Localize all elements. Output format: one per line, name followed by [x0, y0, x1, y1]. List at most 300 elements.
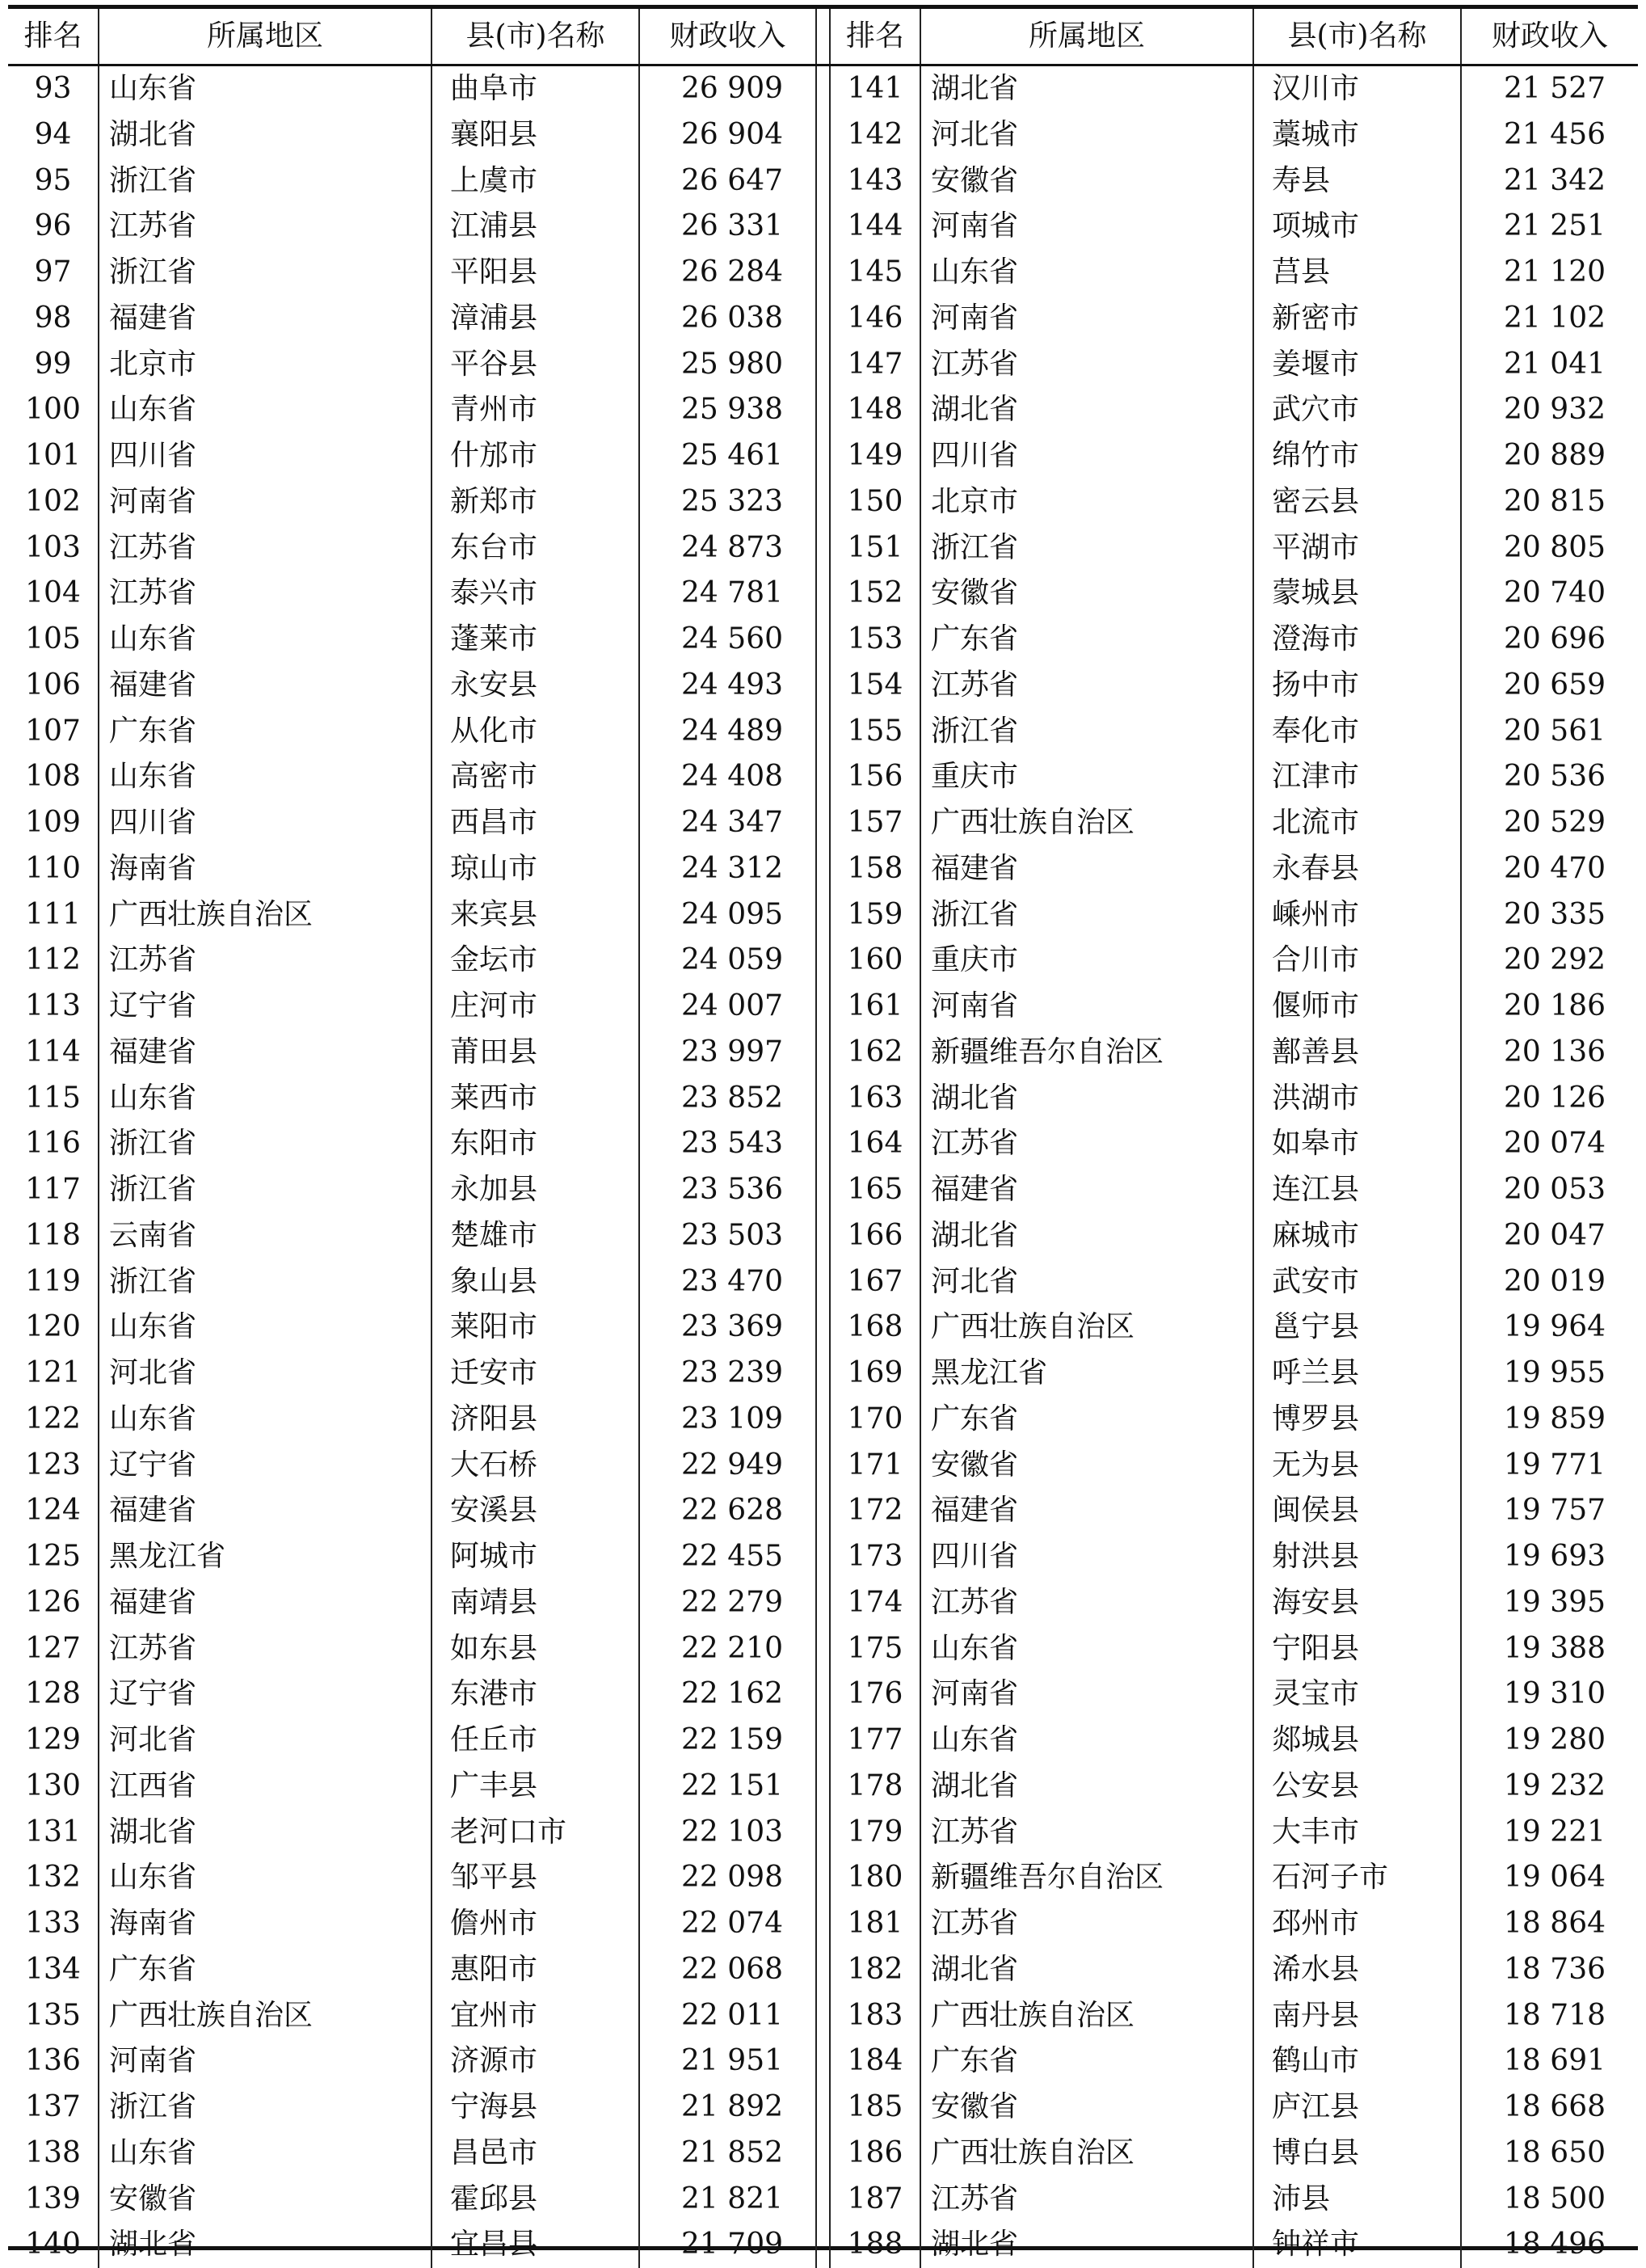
rank-cell: 115 — [8, 1076, 99, 1122]
region-cell: 新疆维吾尔自治区 — [920, 1030, 1253, 1076]
rank-cell: 143 — [830, 158, 920, 204]
rank-cell: 133 — [8, 1901, 99, 1947]
table-row — [8, 892, 1638, 938]
region-cell: 辽宁省 — [99, 1443, 431, 1489]
revenue-cell: 21 821 — [681, 2182, 783, 2215]
rank-cell: 156 — [830, 754, 920, 800]
table-row — [8, 1259, 1638, 1305]
region-cell: 浙江省 — [920, 525, 1253, 571]
region-cell: 四川省 — [99, 800, 431, 846]
double-rule-divider — [816, 846, 830, 892]
rank-cell: 168 — [830, 1305, 920, 1351]
region-cell: 江西省 — [99, 1764, 431, 1810]
region-cell: 江苏省 — [920, 1580, 1253, 1626]
rank-cell: 188 — [830, 2222, 920, 2268]
table-row — [8, 387, 1638, 433]
county-cell: 莆田县 — [431, 1030, 639, 1076]
rank-cell: 122 — [8, 1397, 99, 1443]
rank-cell: 101 — [8, 433, 99, 479]
region-cell: 湖北省 — [99, 1810, 431, 1856]
rank-cell: 151 — [830, 525, 920, 571]
region-cell: 广西壮族自治区 — [99, 1993, 431, 2039]
header-revenue-right: 财政收入 — [1461, 9, 1638, 65]
double-rule-divider — [816, 984, 830, 1030]
region-cell: 江苏省 — [99, 525, 431, 571]
rank-cell: 105 — [8, 617, 99, 663]
region-cell: 新疆维吾尔自治区 — [920, 1855, 1253, 1901]
county-cell: 密云县 — [1253, 479, 1461, 525]
region-cell: 四川省 — [920, 433, 1253, 479]
county-cell: 平湖市 — [1253, 525, 1461, 571]
region-cell: 海南省 — [99, 846, 431, 892]
county-cell: 永春县 — [1253, 846, 1461, 892]
county-cell: 平谷县 — [431, 342, 639, 388]
county-cell: 上虞市 — [431, 158, 639, 204]
region-cell: 山东省 — [99, 387, 431, 433]
table-row — [8, 1764, 1638, 1810]
county-cell: 高密市 — [431, 754, 639, 800]
header-county-left: 县(市)名称 — [431, 9, 639, 65]
county-cell: 南丹县 — [1253, 1993, 1461, 2039]
region-cell: 山东省 — [920, 250, 1253, 296]
header-county-right: 县(市)名称 — [1253, 9, 1461, 65]
table-row — [8, 1167, 1638, 1213]
table-row — [8, 754, 1638, 800]
region-cell: 海南省 — [99, 1901, 431, 1947]
county-cell: 楚雄市 — [431, 1213, 639, 1259]
rank-cell: 111 — [8, 892, 99, 938]
double-rule-divider — [816, 1993, 830, 2039]
rank-cell: 147 — [830, 342, 920, 388]
table-row — [8, 2038, 1638, 2085]
rank-cell: 94 — [8, 112, 99, 158]
county-cell: 襄阳县 — [431, 112, 639, 158]
rank-cell: 95 — [8, 158, 99, 204]
region-cell: 山东省 — [99, 754, 431, 800]
region-cell: 江苏省 — [920, 342, 1253, 388]
region-cell: 福建省 — [99, 296, 431, 342]
county-cell: 邕宁县 — [1253, 1305, 1461, 1351]
region-cell: 安徽省 — [920, 571, 1253, 617]
rank-cell: 164 — [830, 1121, 920, 1167]
double-rule-divider — [816, 800, 830, 846]
region-cell: 河南省 — [99, 2038, 431, 2085]
revenue-cell: 22 210 — [681, 1631, 783, 1665]
county-cell: 西昌市 — [431, 800, 639, 846]
county-cell: 任丘市 — [431, 1718, 639, 1764]
rank-cell: 169 — [830, 1351, 920, 1397]
rank-cell: 167 — [830, 1259, 920, 1305]
revenue-cell: 23 852 — [681, 1081, 783, 1115]
county-cell: 武穴市 — [1253, 387, 1461, 433]
revenue-cell: 20 019 — [1504, 1264, 1606, 1298]
table-row — [8, 250, 1638, 296]
revenue-cell: 23 369 — [681, 1310, 783, 1344]
rank-cell: 163 — [830, 1076, 920, 1122]
double-rule-divider — [816, 1213, 830, 1259]
revenue-cell: 21 102 — [1504, 301, 1606, 335]
table-row — [8, 663, 1638, 709]
region-cell: 河南省 — [920, 984, 1253, 1030]
region-cell: 广东省 — [920, 1397, 1253, 1443]
rank-cell: 158 — [830, 846, 920, 892]
revenue-cell: 18 718 — [1504, 1998, 1606, 2032]
revenue-cell: 23 109 — [681, 1402, 783, 1435]
table-row — [8, 2222, 1638, 2268]
region-cell: 福建省 — [99, 1580, 431, 1626]
rank-cell: 109 — [8, 800, 99, 846]
double-rule-divider — [816, 1855, 830, 1901]
region-cell: 湖北省 — [920, 1947, 1253, 1993]
county-cell: 洪湖市 — [1253, 1076, 1461, 1122]
rank-cell: 127 — [8, 1626, 99, 1672]
double-rule-divider — [816, 617, 830, 663]
double-rule-divider — [816, 1764, 830, 1810]
region-cell: 广东省 — [99, 1947, 431, 1993]
county-cell: 莱西市 — [431, 1076, 639, 1122]
double-rule-divider — [816, 2038, 830, 2085]
region-cell: 河南省 — [920, 1671, 1253, 1718]
double-rule-divider — [816, 1121, 830, 1167]
revenue-cell: 19 955 — [1504, 1356, 1606, 1389]
double-rule-divider — [816, 342, 830, 388]
revenue-cell: 24 493 — [681, 668, 783, 702]
table-row — [8, 1993, 1638, 2039]
county-cell: 大丰市 — [1253, 1810, 1461, 1856]
rank-cell: 142 — [830, 112, 920, 158]
table-row — [8, 112, 1638, 158]
region-cell: 江苏省 — [920, 1810, 1253, 1856]
table-row — [8, 571, 1638, 617]
region-cell: 河北省 — [920, 112, 1253, 158]
table-row — [8, 1580, 1638, 1626]
table-row — [8, 204, 1638, 250]
double-rule-divider — [816, 1580, 830, 1626]
revenue-cell: 24 347 — [681, 806, 783, 839]
region-cell: 山东省 — [99, 617, 431, 663]
county-cell: 浠水县 — [1253, 1947, 1461, 1993]
county-cell: 象山县 — [431, 1259, 639, 1305]
double-rule-divider — [816, 1305, 830, 1351]
table-row — [8, 984, 1638, 1030]
rank-cell: 100 — [8, 387, 99, 433]
county-cell: 如东县 — [431, 1626, 639, 1672]
county-cell: 东港市 — [431, 1671, 639, 1718]
data-table — [8, 9, 1638, 2268]
county-cell: 漳浦县 — [431, 296, 639, 342]
table-row — [8, 846, 1638, 892]
county-cell: 庐江县 — [1253, 2085, 1461, 2131]
revenue-cell: 18 650 — [1504, 2135, 1606, 2169]
rank-cell: 107 — [8, 709, 99, 755]
double-rule-divider — [816, 754, 830, 800]
revenue-cell: 21 041 — [1504, 347, 1606, 381]
rank-cell: 160 — [830, 938, 920, 984]
county-cell: 邹平县 — [431, 1855, 639, 1901]
county-cell: 从化市 — [431, 709, 639, 755]
double-rule-divider — [816, 479, 830, 525]
revenue-cell: 21 951 — [681, 2044, 783, 2078]
region-cell: 广西壮族自治区 — [99, 892, 431, 938]
revenue-cell: 22 098 — [681, 1861, 783, 1895]
double-rule-divider — [816, 1947, 830, 1993]
county-cell: 永加县 — [431, 1167, 639, 1213]
county-cell: 澄海市 — [1253, 617, 1461, 663]
region-cell: 广西壮族自治区 — [920, 800, 1253, 846]
rank-cell: 145 — [830, 250, 920, 296]
rank-cell: 180 — [830, 1855, 920, 1901]
revenue-cell: 25 461 — [681, 439, 783, 472]
revenue-cell: 22 279 — [681, 1585, 783, 1619]
region-cell: 山东省 — [99, 1076, 431, 1122]
revenue-cell: 18 668 — [1504, 2090, 1606, 2123]
rank-cell: 136 — [8, 2038, 99, 2085]
revenue-cell: 23 239 — [681, 1356, 783, 1389]
county-cell: 新郑市 — [431, 479, 639, 525]
double-rule-divider — [816, 1626, 830, 1672]
revenue-cell: 24 059 — [681, 943, 783, 977]
county-cell: 琼山市 — [431, 846, 639, 892]
rank-cell: 153 — [830, 617, 920, 663]
double-rule-divider — [816, 1167, 830, 1213]
region-cell: 福建省 — [99, 1488, 431, 1534]
county-cell: 广丰县 — [431, 1764, 639, 1810]
revenue-ranking-table — [8, 5, 1638, 2262]
double-rule-divider — [816, 1030, 830, 1076]
double-rule-divider — [816, 892, 830, 938]
table-row — [8, 296, 1638, 342]
region-cell: 江苏省 — [99, 938, 431, 984]
revenue-cell: 22 068 — [681, 1952, 783, 1986]
county-cell: 姜堰市 — [1253, 342, 1461, 388]
revenue-cell: 23 997 — [681, 1035, 783, 1069]
revenue-cell: 23 543 — [681, 1127, 783, 1161]
region-cell: 黑龙江省 — [99, 1534, 431, 1580]
revenue-cell: 20 292 — [1504, 943, 1606, 977]
header-region-right: 所属地区 — [920, 9, 1253, 65]
region-cell: 四川省 — [920, 1534, 1253, 1580]
county-cell: 博白县 — [1253, 2131, 1461, 2177]
table-row — [8, 433, 1638, 479]
double-rule-divider — [816, 1076, 830, 1122]
rank-cell: 182 — [830, 1947, 920, 1993]
county-cell: 蓬莱市 — [431, 617, 639, 663]
rank-cell: 120 — [8, 1305, 99, 1351]
rank-cell: 185 — [830, 2085, 920, 2131]
region-cell: 江苏省 — [99, 1626, 431, 1672]
region-cell: 江苏省 — [99, 204, 431, 250]
county-cell: 阿城市 — [431, 1534, 639, 1580]
county-cell: 合川市 — [1253, 938, 1461, 984]
revenue-cell: 19 064 — [1504, 1861, 1606, 1895]
double-rule-divider — [816, 433, 830, 479]
county-cell: 钟祥市 — [1253, 2222, 1461, 2268]
region-cell: 广西壮族自治区 — [920, 1305, 1253, 1351]
county-cell: 汉川市 — [1253, 65, 1461, 112]
double-rule-divider — [816, 2177, 830, 2223]
revenue-cell: 25 323 — [681, 484, 783, 518]
rank-cell: 179 — [830, 1810, 920, 1856]
table-row — [8, 1718, 1638, 1764]
region-cell: 山东省 — [920, 1626, 1253, 1672]
region-cell: 江苏省 — [920, 1901, 1253, 1947]
revenue-cell: 26 038 — [681, 301, 783, 335]
table-row — [8, 1947, 1638, 1993]
region-cell: 河北省 — [920, 1259, 1253, 1305]
revenue-cell: 26 904 — [681, 117, 783, 151]
revenue-cell: 22 949 — [681, 1448, 783, 1482]
table-row — [8, 1030, 1638, 1076]
revenue-cell: 24 312 — [681, 851, 783, 885]
revenue-cell: 19 388 — [1504, 1631, 1606, 1665]
header-rank-right: 排名 — [830, 9, 920, 65]
rank-cell: 187 — [830, 2177, 920, 2223]
rank-cell: 117 — [8, 1167, 99, 1213]
rank-cell: 134 — [8, 1947, 99, 1993]
double-rule-divider — [816, 571, 830, 617]
double-rule-divider — [816, 1718, 830, 1764]
double-rule-divider — [816, 663, 830, 709]
revenue-cell: 20 186 — [1504, 989, 1606, 1022]
county-cell: 扬中市 — [1253, 663, 1461, 709]
region-cell: 浙江省 — [99, 1259, 431, 1305]
revenue-cell: 19 757 — [1504, 1494, 1606, 1528]
revenue-cell: 24 873 — [681, 530, 783, 564]
rank-cell: 102 — [8, 479, 99, 525]
region-cell: 山东省 — [99, 1855, 431, 1901]
region-cell: 浙江省 — [99, 2085, 431, 2131]
rank-cell: 152 — [830, 571, 920, 617]
revenue-cell: 26 647 — [681, 163, 783, 197]
region-cell: 湖北省 — [920, 1076, 1253, 1122]
revenue-cell: 23 470 — [681, 1264, 783, 1298]
double-rule-divider — [816, 709, 830, 755]
region-cell: 河北省 — [99, 1718, 431, 1764]
rank-cell: 175 — [830, 1626, 920, 1672]
rank-cell: 183 — [830, 1993, 920, 2039]
county-cell: 南靖县 — [431, 1580, 639, 1626]
revenue-cell: 20 932 — [1504, 393, 1606, 427]
double-rule-divider — [816, 1671, 830, 1718]
county-cell: 儋州市 — [431, 1901, 639, 1947]
rank-cell: 140 — [8, 2222, 99, 2268]
rank-cell: 116 — [8, 1121, 99, 1167]
table-row — [8, 1351, 1638, 1397]
rank-cell: 146 — [830, 296, 920, 342]
double-rule-divider — [816, 1443, 830, 1489]
region-cell: 河北省 — [99, 1351, 431, 1397]
rank-cell: 172 — [830, 1488, 920, 1534]
revenue-cell: 24 560 — [681, 622, 783, 656]
county-cell: 石河子市 — [1253, 1855, 1461, 1901]
rank-cell: 141 — [830, 65, 920, 112]
county-cell: 莒县 — [1253, 250, 1461, 296]
region-cell: 湖北省 — [920, 2222, 1253, 2268]
county-cell: 武安市 — [1253, 1259, 1461, 1305]
revenue-cell: 19 964 — [1504, 1310, 1606, 1344]
region-cell: 湖北省 — [920, 65, 1253, 112]
table-row — [8, 158, 1638, 204]
county-cell: 济源市 — [431, 2038, 639, 2085]
county-cell: 邳州市 — [1253, 1901, 1461, 1947]
county-cell: 江津市 — [1253, 754, 1461, 800]
county-cell: 迁安市 — [431, 1351, 639, 1397]
county-cell: 宁海县 — [431, 2085, 639, 2131]
double-rule-divider — [816, 938, 830, 984]
county-cell: 如皋市 — [1253, 1121, 1461, 1167]
rank-cell: 129 — [8, 1718, 99, 1764]
table-row — [8, 2131, 1638, 2177]
header-rank-left: 排名 — [8, 9, 99, 65]
county-cell: 绵竹市 — [1253, 433, 1461, 479]
region-cell: 山东省 — [99, 1305, 431, 1351]
rank-cell: 131 — [8, 1810, 99, 1856]
revenue-cell: 26 284 — [681, 255, 783, 289]
double-rule-divider — [816, 204, 830, 250]
rank-cell: 177 — [830, 1718, 920, 1764]
county-cell: 宜昌县 — [431, 2222, 639, 2268]
double-rule-divider — [816, 1351, 830, 1397]
region-cell: 江苏省 — [920, 1121, 1253, 1167]
rank-cell: 137 — [8, 2085, 99, 2131]
rank-cell: 148 — [830, 387, 920, 433]
county-cell: 嵊州市 — [1253, 892, 1461, 938]
county-cell: 偃师市 — [1253, 984, 1461, 1030]
rank-cell: 166 — [830, 1213, 920, 1259]
county-cell: 什邡市 — [431, 433, 639, 479]
region-cell: 重庆市 — [920, 754, 1253, 800]
county-cell: 安溪县 — [431, 1488, 639, 1534]
county-cell: 青州市 — [431, 387, 639, 433]
table-row — [8, 1901, 1638, 1947]
rank-cell: 132 — [8, 1855, 99, 1901]
revenue-cell: 21 527 — [1504, 72, 1606, 105]
rank-cell: 170 — [830, 1397, 920, 1443]
table-row — [8, 1213, 1638, 1259]
double-rule-divider — [816, 1397, 830, 1443]
rank-cell: 144 — [830, 204, 920, 250]
revenue-cell: 22 103 — [681, 1815, 783, 1849]
table-row — [8, 342, 1638, 388]
revenue-cell: 19 310 — [1504, 1677, 1606, 1711]
double-rule-divider — [816, 2085, 830, 2131]
rank-cell: 174 — [830, 1580, 920, 1626]
revenue-cell: 21 342 — [1504, 163, 1606, 197]
county-cell: 莱阳市 — [431, 1305, 639, 1351]
rank-cell: 99 — [8, 342, 99, 388]
revenue-cell: 20 335 — [1504, 897, 1606, 931]
double-rule-divider — [816, 1488, 830, 1534]
county-cell: 东台市 — [431, 525, 639, 571]
county-cell: 宜州市 — [431, 1993, 639, 2039]
revenue-cell: 21 892 — [681, 2090, 783, 2123]
rank-cell: 103 — [8, 525, 99, 571]
double-rule-divider — [816, 2131, 830, 2177]
rank-cell: 114 — [8, 1030, 99, 1076]
table-row — [8, 2085, 1638, 2131]
county-cell: 泰兴市 — [431, 571, 639, 617]
region-cell: 广西壮族自治区 — [920, 1993, 1253, 2039]
revenue-cell: 20 815 — [1504, 484, 1606, 518]
rank-cell: 113 — [8, 984, 99, 1030]
header-region-left: 所属地区 — [99, 9, 431, 65]
revenue-cell: 24 007 — [681, 989, 783, 1022]
revenue-cell: 22 011 — [681, 1998, 783, 2032]
county-cell: 沛县 — [1253, 2177, 1461, 2223]
double-rule-divider — [816, 250, 830, 296]
revenue-cell: 19 280 — [1504, 1723, 1606, 1756]
county-cell: 奉化市 — [1253, 709, 1461, 755]
